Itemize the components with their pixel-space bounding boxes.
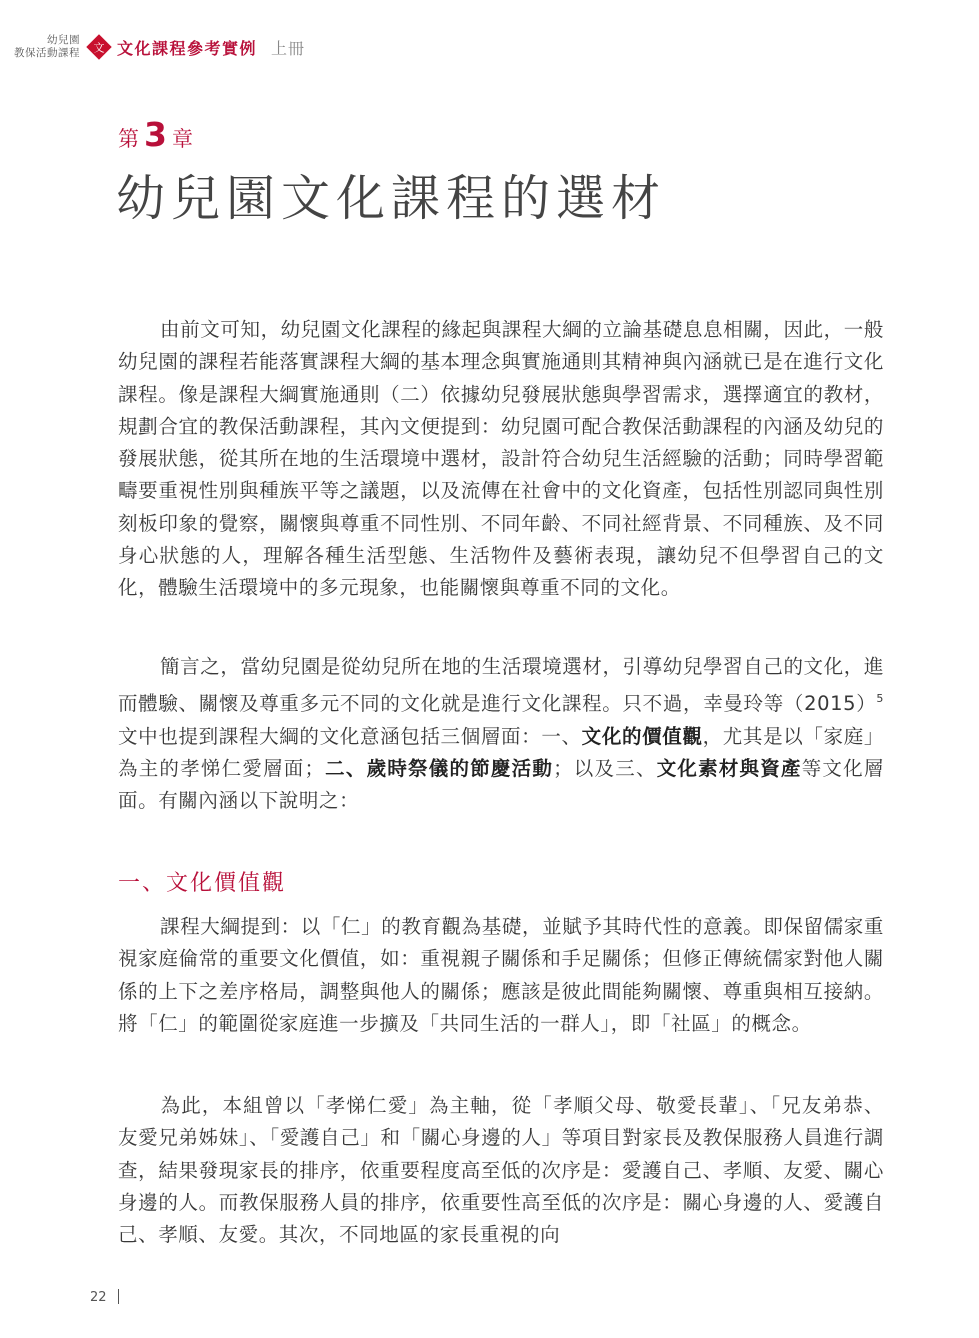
body-paragraph-2 [118,651,884,817]
footnote-marker[interactable]: 5 [876,692,884,706]
paragraph-2-text-a: 簡言之，當幼兒園是從幼兒所在地的生活環境選材，引導幼兒學習自己的文化，進而體驗、關懷及尊重多元不同的文化就是進行文化課程。只不過，幸曼玲等（2015） [118,655,884,716]
section-paragraph-1-text: 課程大綱提到：以「仁」的教育觀為基礎，並賦予其時代性的意義。即保留儒家重視家庭倫常的重要文化價值，如：重視親子關係和手足關係；但修正傳統儒家對他人關係的上下之差序格局，調整與他人的關係；應該是彼此間能夠關懷、尊重與相互接納。將「仁」的範圍從家庭進一步擴及「共同生活的一群人」，即「社區」的概念。 [118,915,884,1035]
svg-text:文: 文 [93,41,105,55]
section-paragraph-2-text: 為此，本組曾以「孝悌仁愛」為主軸，從「孝順父母、敬愛長輩」、「兄友弟恭、友愛兄弟姊妹」、「愛護自己」和「關心身邊的人」等項目對家長及教保服務人員進行調查，結果發現家長的排序，依重要程度高至低的次序是：愛護自己、孝順、友愛、關心身邊的人。而教保服務人員的排序，依重要性高至低的次序是：關心身邊的人、愛護自己、孝順、友愛。其次，不同地區的家長重視的向 [118,1094,884,1247]
page-number: 22 [90,1290,107,1305]
volume-label: 上冊 [271,38,306,58]
section-paragraph-1 [118,911,884,1040]
page-number-divider [118,1289,119,1304]
bold-term-cultural-values: 文化的價值觀 [581,724,703,748]
paragraph-2-text-b: 文中也提到課程大綱的文化意涵包括三個層面：一、 [118,724,582,748]
chapter-title: 幼兒園文化課程的選材 [116,170,667,227]
chapter-suffix: 章 [171,127,193,151]
section-paragraph-2 [118,1090,884,1251]
section-heading: 一、文化價值觀 [118,871,287,896]
paragraph-2-text-c: ，尤其是以「家庭」為主的孝悌仁愛層面； [118,724,884,780]
body-paragraph-1 [118,314,884,605]
series-line-2: 教保活動課程 [14,47,80,59]
paragraph-2-text-d: ；以及三、 [553,756,657,780]
book-title: 文化課程參考實例 [117,38,258,58]
series-name [14,34,80,60]
bold-term-cultural-materials: 文化素材與資產 [656,756,802,780]
running-header [14,30,305,64]
chapter-prefix: 第 [118,127,139,151]
paragraph-2-text-e: 等文化層面。有關內涵以下說明之： [118,756,884,813]
bold-term-festivals: 二、歲時祭儀的節慶活動 [324,756,554,780]
chapter-number: 3 [144,115,167,154]
series-line-1: 幼兒園 [47,34,80,46]
culture-logo-icon [86,34,112,60]
paragraph-1-text: 由前文可知，幼兒園文化課程的緣起與課程大綱的立論基礎息息相關，因此，一般幼兒園的課程若能落實課程大綱的基本理念與實施通則其精神與內涵就已是在進行文化課程。像是課程大綱實施通則（二）依據幼兒發展狀態與學習需求，選擇適宜的教材，規劃合宜的教保活動課程，其內文便提到：幼兒園可配合教保活動課程的內涵及幼兒的發展狀態，從其所在地的生活環境中選材，設計符合幼兒生活經驗的活動；同時學習範疇要重視性別與種族平等之議題，以及流傳在社會中的文化資產，包括性別認同與性別刻板印象的覺察，關懷與尊重不同性別、不同年齡、不同社經背景、不同種族、及不同身心狀態的人，理解各種生活型態、生活物件及藝術表現，讓幼兒不但學習自己的文化，體驗生活環境中的多元現象，也能關懷與尊重不同的文化。 [118,318,884,600]
chapter-label [118,115,193,154]
